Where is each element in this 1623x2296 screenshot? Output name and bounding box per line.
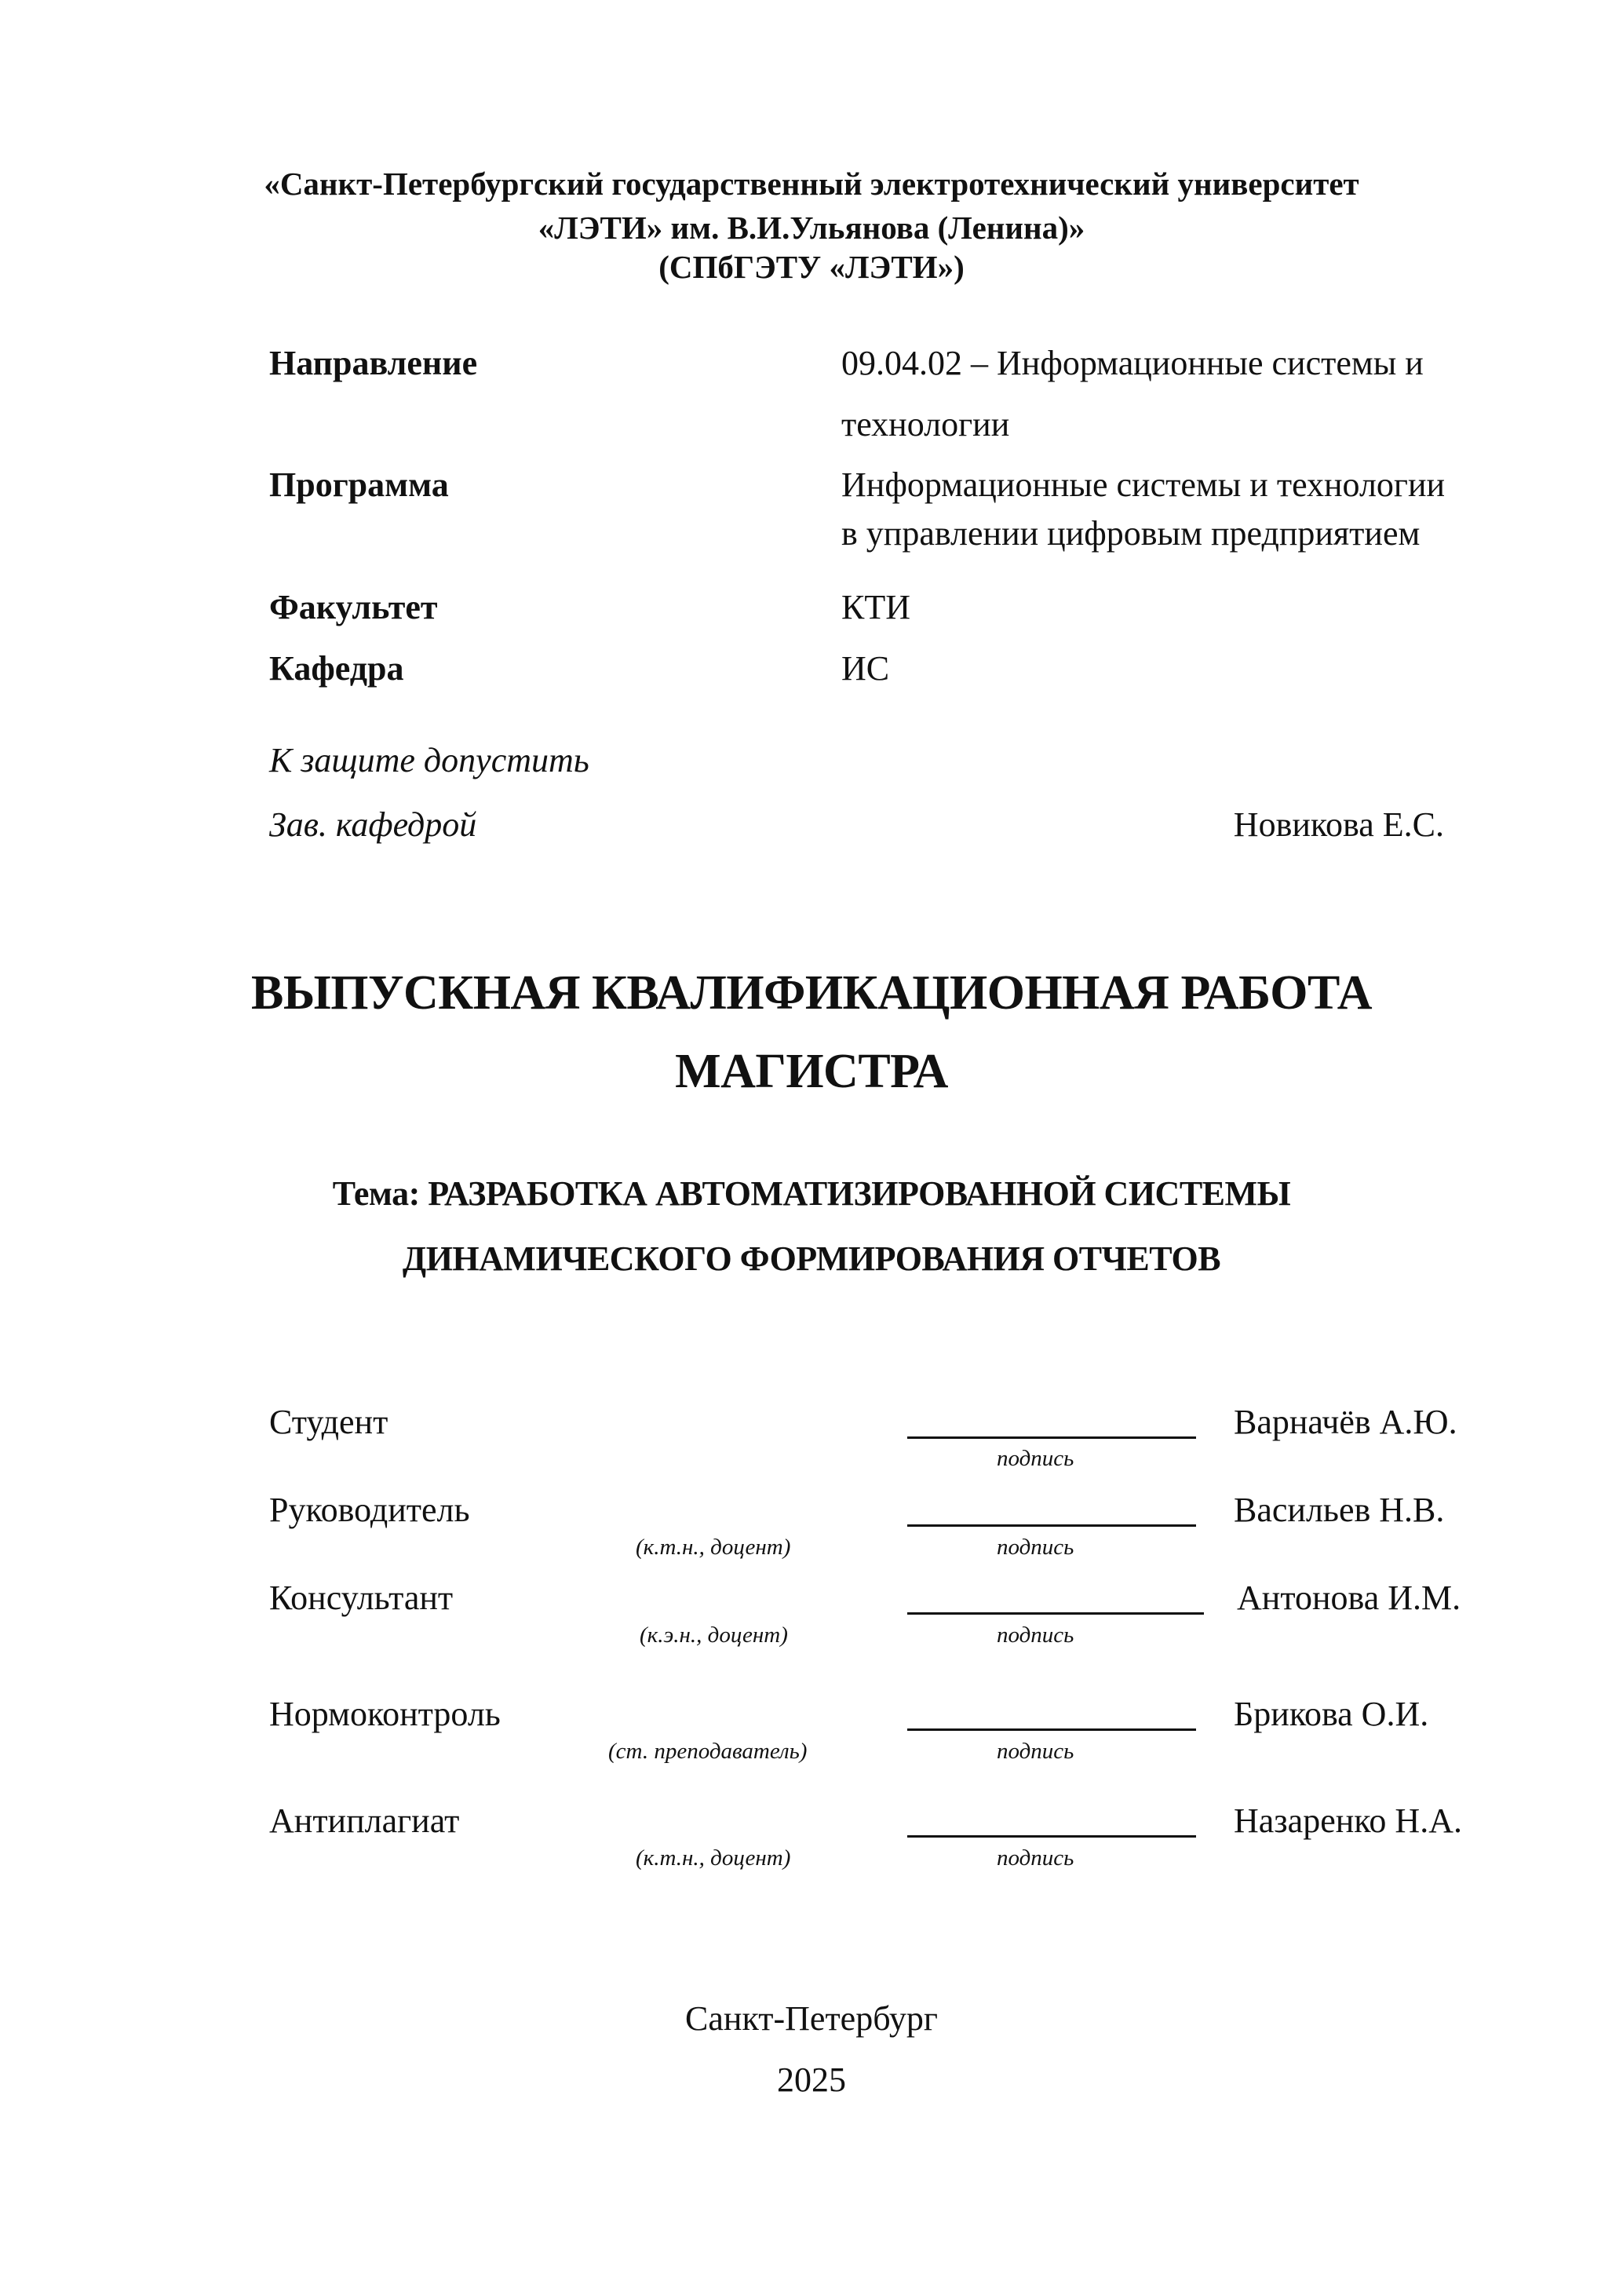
- signature-role-student: Студент: [269, 1403, 388, 1441]
- signature-name-student: Варначёв А.Ю.: [1234, 1403, 1457, 1441]
- signature-caption-student: подпись: [997, 1446, 1074, 1471]
- university-abbreviation: (СПбГЭТУ «ЛЭТИ»): [658, 249, 965, 285]
- work-title-line-1: ВЫПУСКНАЯ КВАЛИФИКАЦИОННАЯ РАБОТА: [251, 966, 1372, 1020]
- signature-role-consultant: Консультант: [269, 1579, 454, 1617]
- signature-degree-supervisor: (к.т.н., доцент): [636, 1535, 791, 1560]
- work-title-line-2: МАГИСТРА: [675, 1045, 948, 1098]
- approval-line-2: Зав. кафедрой: [269, 805, 477, 844]
- program-value-line-1: Информационные системы и технологии: [841, 465, 1446, 504]
- signature-line-consultant[interactable]: [907, 1612, 1204, 1615]
- approval-line-1: К защите допустить: [269, 741, 589, 779]
- faculty-label: Факультет: [269, 588, 438, 626]
- faculty-value: КТИ: [841, 588, 910, 626]
- signature-name-supervisor: Васильев Н.В.: [1234, 1491, 1445, 1529]
- university-name-line-1: «Санкт-Петербургский государственный электротехнический университет: [264, 166, 1359, 202]
- signature-name-norm-control: Брикова О.И.: [1234, 1695, 1429, 1733]
- signature-caption-consultant: подпись: [997, 1623, 1074, 1648]
- signature-line-student[interactable]: [907, 1436, 1196, 1439]
- direction-label: Направление: [269, 344, 478, 382]
- signature-name-antiplagiarism: Назаренко Н.А.: [1234, 1801, 1462, 1840]
- signature-line-antiplagiarism[interactable]: [907, 1835, 1196, 1838]
- signature-line-supervisor[interactable]: [907, 1524, 1196, 1527]
- signature-degree-consultant: (к.э.н., доцент): [640, 1623, 788, 1648]
- signature-name-consultant: Антонова И.М.: [1237, 1579, 1461, 1617]
- footer-city: Санкт-Петербург: [685, 1999, 938, 2038]
- signature-role-supervisor: Руководитель: [269, 1491, 470, 1529]
- direction-value-line-1: 09.04.02 – Информационные системы и: [841, 344, 1424, 382]
- signature-caption-antiplagiarism: подпись: [997, 1845, 1074, 1871]
- signature-caption-supervisor: подпись: [997, 1535, 1074, 1560]
- footer-year: 2025: [777, 2061, 846, 2099]
- signature-degree-antiplagiarism: (к.т.н., доцент): [636, 1845, 791, 1871]
- topic-line-2: ДИНАМИЧЕСКОГО ФОРМИРОВАНИЯ ОТЧЕТОВ: [402, 1239, 1221, 1278]
- university-name-line-2: «ЛЭТИ» им. В.И.Ульянова (Ленина)»: [538, 210, 1085, 246]
- signature-role-norm-control: Нормоконтроль: [269, 1695, 501, 1733]
- signature-caption-norm-control: подпись: [997, 1739, 1074, 1764]
- program-label: Программа: [269, 465, 449, 504]
- direction-value-line-2: технологии: [841, 405, 1010, 444]
- department-label: Кафедра: [269, 649, 404, 688]
- signature-line-norm-control[interactable]: [907, 1728, 1196, 1731]
- signature-role-antiplagiarism: Антиплагиат: [269, 1801, 460, 1840]
- head-of-department-name: Новикова Е.С.: [1233, 805, 1444, 844]
- department-value: ИС: [841, 649, 890, 688]
- topic-line-1: Тема: РАЗРАБОТКА АВТОМАТИЗИРОВАННОЙ СИСТЕМЫ: [332, 1174, 1291, 1213]
- signature-degree-norm-control: (ст. преподаватель): [608, 1739, 808, 1764]
- program-value-line-2: в управлении цифровым предприятием: [841, 514, 1421, 553]
